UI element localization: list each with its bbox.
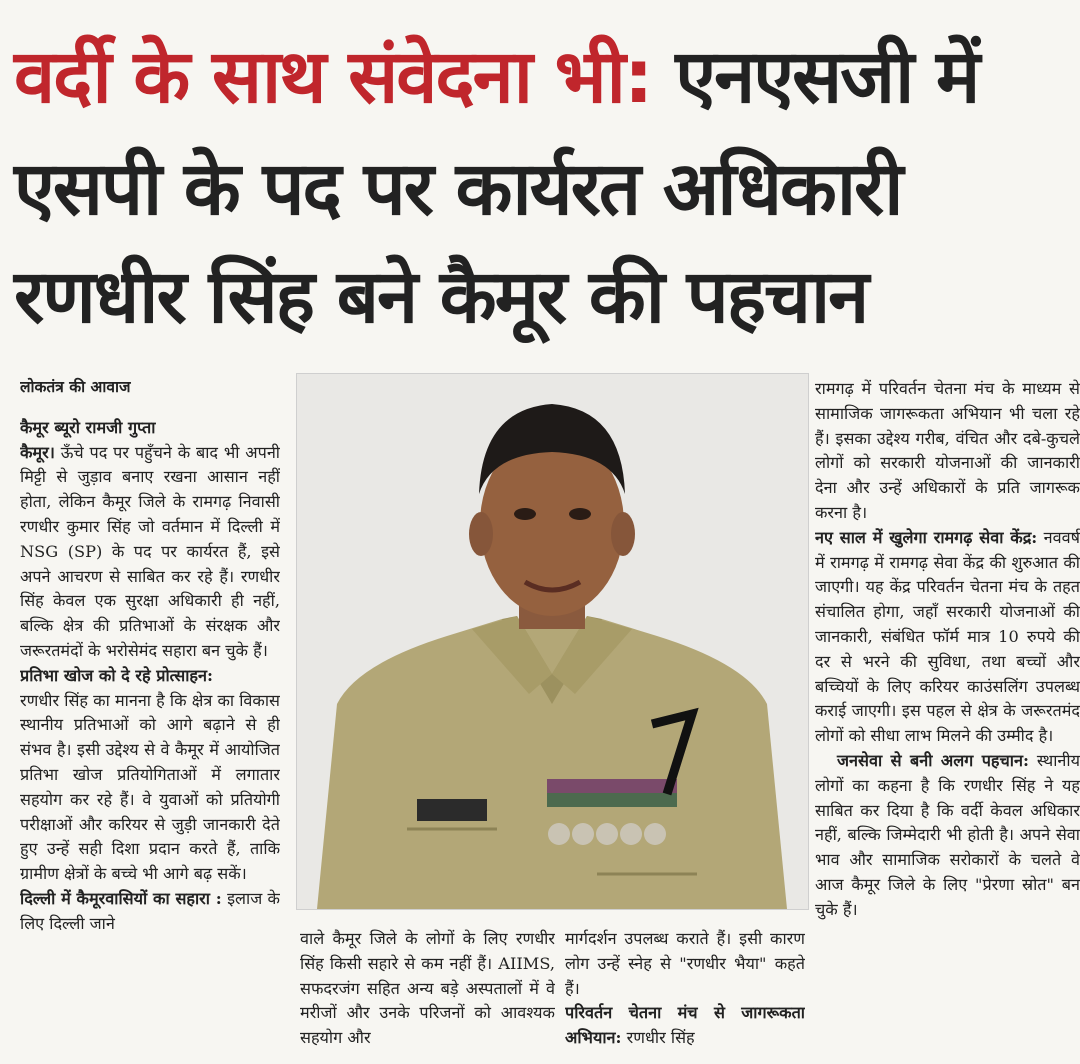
delhi-paragraph-start: इलाज के लिए दिल्ली जाने [20, 888, 280, 933]
source-label: लोकतंत्र की आवाज [20, 377, 131, 396]
headline-black-part: एनएसजी में [675, 34, 979, 120]
headline-red-part: वर्दी के साथ संवेदना भी: [14, 34, 652, 120]
article-column-4 [815, 377, 1080, 1064]
intro-paragraph: ऊँचे पद पर पहुँचने के बाद भी अपनी मिट्टी से जुड़ाव बनाए रखना आसान नहीं होता, लेकिन कैमूर जिले के रामगढ़ निवासी रणधीर कुमार सिंह जो वर्तमान में दिल्ली में NSG (SP) के पद पर कार्यरत हैं, इसे अपने आचरण से साबित कर रहे हैं। रणधीर सिंह केवल एक सुरक्षा अधिकारी ही नहीं, बल्कि क्षेत्र की प्रतिभाओं के संरक्षक और जरूरतमंदों के भरोसेमंद सहारा बन चुके हैं। [20, 442, 280, 660]
headline-line-1 [14, 34, 1074, 120]
subheading-seva-kendra: नए साल में खुलेगा रामगढ़ सेवा केंद्र: [815, 527, 1038, 547]
awareness-paragraph-start: रणधीर सिंह [626, 1028, 695, 1048]
headline-line-2: एसपी के पद पर कार्यरत अधिकारी [14, 146, 902, 232]
seva-kendra-paragraph: नववर्ष में रामगढ़ में रामगढ़ सेवा केंद्र की शुरुआत की जाएगी। यह केंद्र परिवर्तन चेतना मंच के तहत संचालित होगा, जहाँ सरकारी योजनाओं की जानकारी, संबंधित फॉर्म मात्र 10 रुपये की दर से भरने की सुविधा, तथा बच्चों और बच्चियों के लिए करियर काउंसलिंग उपलब्ध कराई जाएगी। इस पहल से क्षेत्र के जरूरतमंद लोगों को सीधा लाभ मिलने की उम्मीद है। [815, 527, 1080, 746]
article-column-2 [300, 927, 555, 1064]
subheading-identity: जनसेवा से बनी अलग पहचान: [837, 750, 1029, 770]
subheading-talent: प्रतिभा खोज को दे रहे प्रोत्साहन: [20, 665, 213, 685]
officer-photo [296, 373, 809, 910]
delhi-paragraph-continued: वाले कैमूर जिले के लोगों के लिए रणधीर सिंह किसी सहारे से कम नहीं हैं। AIIMS, सफदरजंग सहित अन्य बड़े अस्पतालों में वे मरीजों और उनके परिजनों को आवश्यक सहयोग और [300, 929, 555, 1048]
identity-paragraph: स्थानीय लोगों का कहना है कि रणधीर सिंह ने यह साबित कर दिया है कि वर्दी केवल अधिकार नहीं, बल्कि जिम्मेदारी भी होती है। अपने सेवा भाव और सामाजिक सरोकारों के चलते वे आज कैमूर जिले के लिए "प्रेरणा स्रोत" बन चुके हैं। [815, 750, 1080, 919]
headline-line-3: रणधीर सिंह बने कैमूर की पहचान [14, 254, 868, 340]
article-column-3 [565, 927, 805, 1064]
officer-portrait-illustration [297, 374, 808, 909]
subheading-delhi: दिल्ली में कैमूरवासियों का सहारा : [20, 888, 222, 908]
talent-paragraph: रणधीर सिंह का मानना है कि क्षेत्र का विकास स्थानीय प्रतिभाओं को आगे बढ़ाने से ही संभव है। इसी उद्देश्य से वे कैमूर में आयोजित प्रतिभा खोज प्रतियोगिताओं में लगातार सहयोग कर रहे हैं। वे युवाओं को प्रतियोगी परीक्षाओं और करियर से जुड़ी जानकारी देते हुए उन्हें सही दिशा प्रदान करते हैं, ताकि ग्रामीण क्षेत्रों के बच्चे भी आगे बढ़ सकें। [20, 690, 280, 884]
awareness-paragraph: रामगढ़ में परिवर्तन चेतना मंच के माध्यम से सामाजिक जागरूकता अभियान भी चला रहे हैं। इसका उद्देश्य गरीब, वंचित और दबे-कुचले लोगों को सरकारी योजनाओं की जानकारी देना और उन्हें अधिकारों के प्रति जागरूक करना है। [815, 379, 1080, 522]
article-column-1 [20, 375, 280, 1060]
byline: कैमूर ब्यूरो रामजी गुप्ता [20, 417, 156, 437]
dateline: कैमूर। [20, 442, 55, 462]
guidance-paragraph: मार्गदर्शन उपलब्ध कराते हैं। इसी कारण लोग उन्हें स्नेह से "रणधीर भैया" कहते हैं। [565, 929, 805, 998]
subheading-awareness: परिवर्तन चेतना मंच से जागरूकता अभियान: [565, 1003, 805, 1048]
